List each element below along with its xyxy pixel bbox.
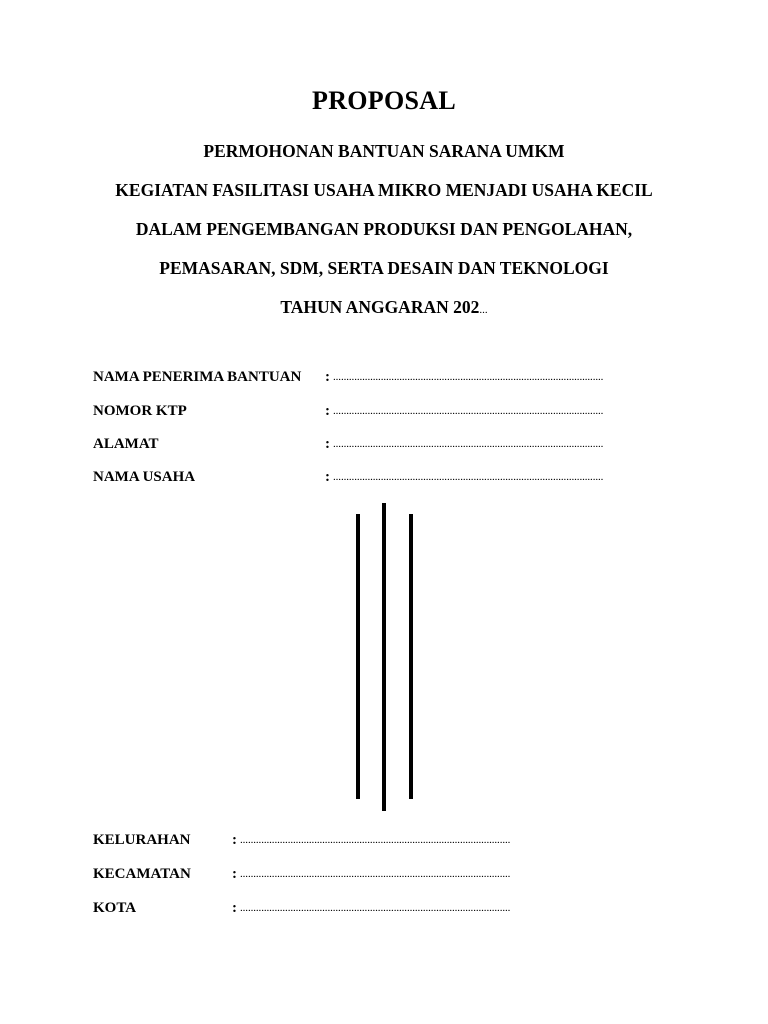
field-kecamatan	[93, 866, 683, 886]
subtitle-line-1: PERMOHONAN BANTUAN SARANA UMKM	[203, 141, 565, 161]
subtitle-line-3: DALAM PENGEMBANGAN PRODUKSI DAN PENGOLAHAN,	[135, 219, 633, 239]
page-title: PROPOSAL	[312, 86, 456, 115]
field-label: NAMA PENERIMA BANTUAN	[93, 369, 302, 385]
field-label: NOMOR KTP	[93, 403, 187, 419]
field-value-placeholder[interactable]: ......................................................................................................	[333, 471, 604, 483]
field-separator: :	[325, 403, 330, 419]
field-nomor-ktp	[93, 403, 683, 423]
field-kota	[93, 900, 683, 920]
subtitle-line-4: PEMASARAN, SDM, SERTA DESAIN DAN TEKNOLOGI	[159, 258, 609, 278]
field-separator: :	[232, 832, 237, 848]
budget-year-placeholder: ...	[479, 304, 488, 316]
field-alamat	[93, 436, 683, 456]
decorative-bar-center	[382, 503, 386, 811]
field-nama-usaha	[93, 469, 683, 489]
subtitle-line-2: KEGIATAN FASILITASI USAHA MIKRO MENJADI USAHA KECIL	[115, 180, 653, 200]
field-label: KELURAHAN	[93, 832, 191, 848]
field-separator: :	[325, 436, 330, 452]
field-value-placeholder[interactable]: ......................................................................................................	[240, 902, 511, 914]
field-separator: :	[325, 369, 330, 385]
decorative-bar-right	[409, 514, 413, 799]
field-value-placeholder[interactable]: ......................................................................................................	[240, 834, 511, 846]
budget-year-label: TAHUN ANGGARAN 202	[280, 297, 480, 317]
field-label: ALAMAT	[93, 436, 159, 452]
field-separator: :	[232, 866, 237, 882]
budget-year-line	[0, 297, 768, 318]
field-value-placeholder[interactable]: ......................................................................................................	[333, 371, 604, 383]
field-separator: :	[232, 900, 237, 916]
field-separator: :	[325, 469, 330, 485]
field-value-placeholder[interactable]: ......................................................................................................	[333, 438, 604, 450]
field-kelurahan	[93, 832, 683, 852]
field-value-placeholder[interactable]: ......................................................................................................	[240, 868, 511, 880]
field-label: KECAMATAN	[93, 866, 191, 882]
decorative-bar-left	[356, 514, 360, 799]
field-value-placeholder[interactable]: ......................................................................................................	[333, 405, 604, 417]
field-nama-penerima-bantuan	[93, 369, 683, 389]
field-label: NAMA USAHA	[93, 469, 196, 485]
field-label: KOTA	[93, 900, 137, 916]
